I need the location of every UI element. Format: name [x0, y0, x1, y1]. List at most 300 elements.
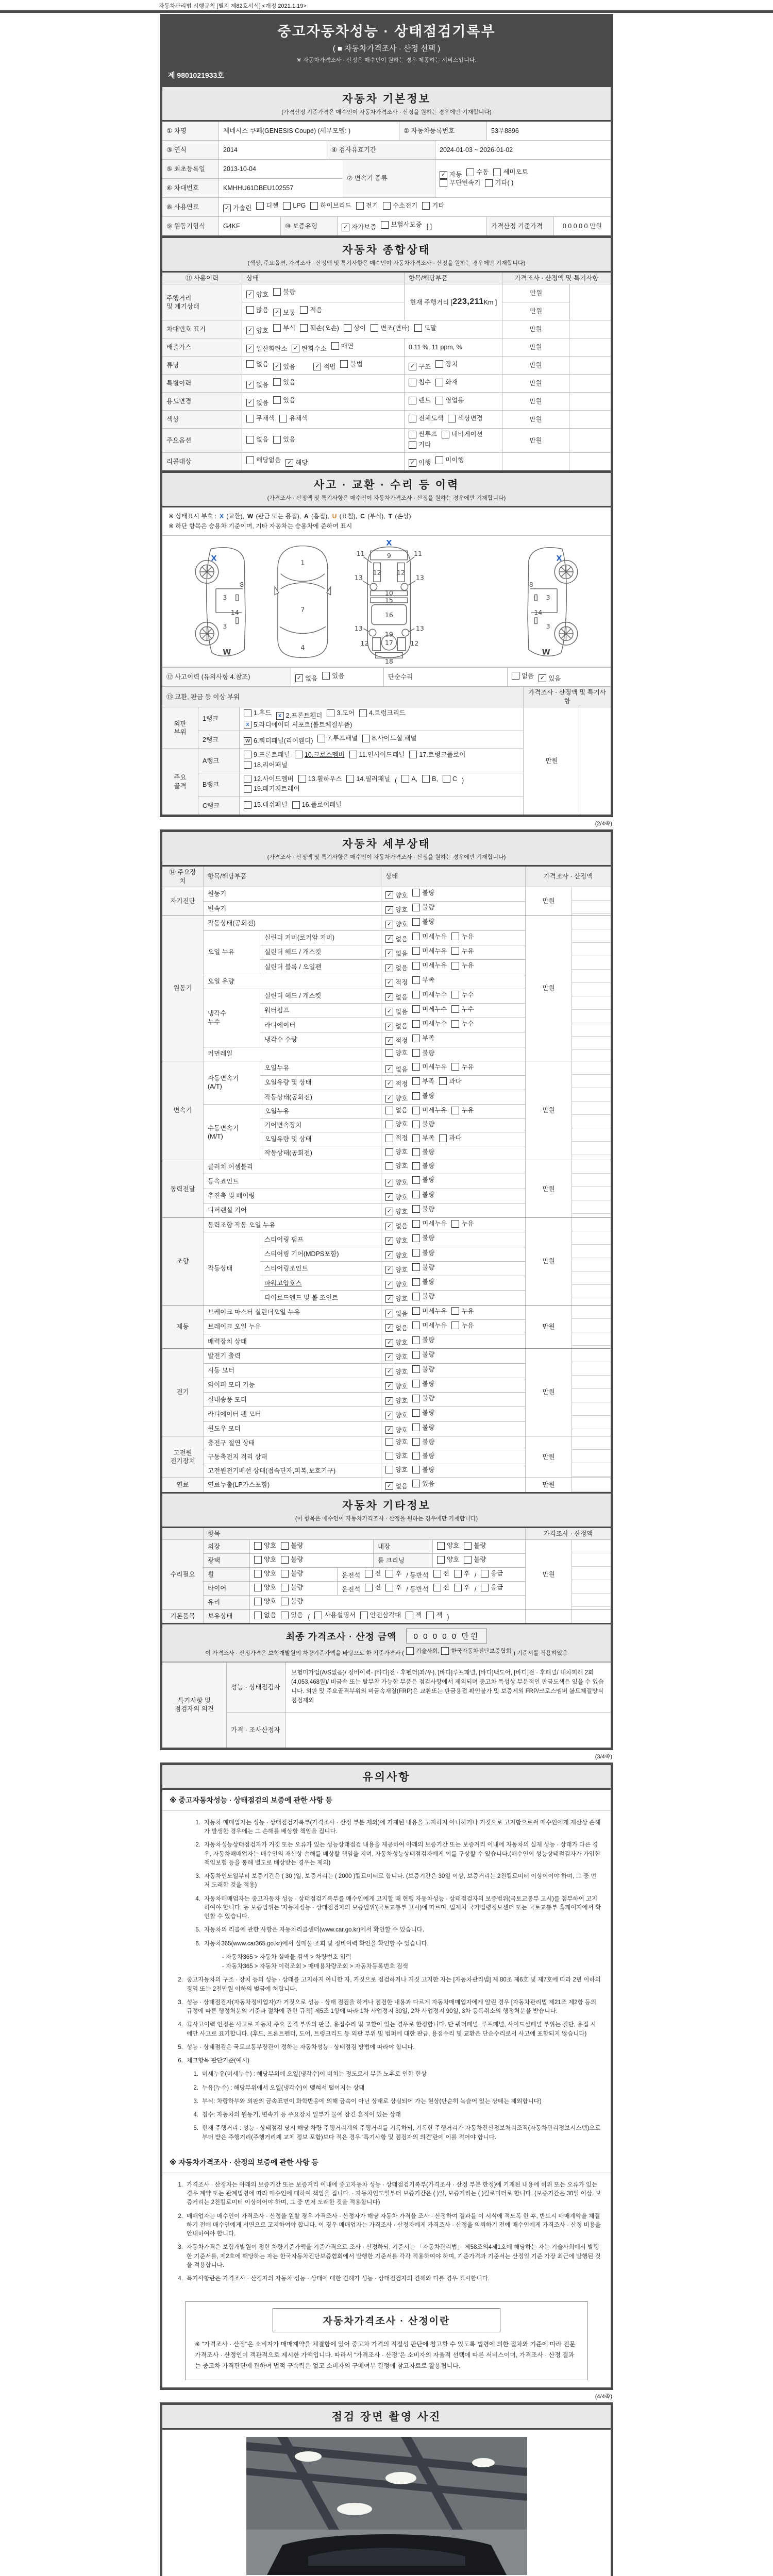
checkbox[interactable] [385, 1049, 393, 1057]
checkbox-label: 없음 [256, 360, 269, 368]
checkbox[interactable] [422, 202, 430, 210]
checkbox[interactable] [385, 1584, 393, 1591]
checkbox[interactable] [300, 306, 308, 314]
checkbox[interactable] [433, 1584, 441, 1591]
checkbox[interactable] [422, 775, 430, 783]
checkbox[interactable]: ✓ [385, 1179, 393, 1187]
checkbox[interactable] [359, 709, 367, 717]
checkbox[interactable] [412, 1162, 420, 1170]
cell [569, 375, 610, 392]
checkbox[interactable] [485, 179, 493, 187]
cell [405, 393, 502, 410]
checkbox[interactable] [254, 1584, 262, 1591]
options [385, 1278, 439, 1289]
option-text: / 동반석 [406, 1585, 429, 1593]
checkbox[interactable] [385, 1466, 393, 1473]
table-row [204, 1061, 525, 1105]
checkbox[interactable] [412, 1423, 420, 1431]
checkbox[interactable]: ✓ [385, 1193, 393, 1201]
checkbox[interactable] [281, 1598, 289, 1605]
checkbox[interactable]: x [244, 721, 251, 728]
checkbox[interactable] [300, 324, 308, 332]
checkbox[interactable]: ✓ [385, 1208, 393, 1215]
cell: 커먼레일 [204, 1047, 381, 1061]
checkbox[interactable] [412, 1107, 420, 1114]
checkbox[interactable] [412, 1005, 420, 1013]
notice-item-text: 중고자동차의 구조 · 장치 등의 성능 · 상태를 고지하지 아니한 자, 거짓으로 점검하거나 거짓 고지한 자는 [자동차관리법] 제 80조 제6호 및 제7호에 따라 2년 이하의 징역 또는 2천만원 이하의 벌금에 처합니다. [187, 1977, 601, 1992]
checkbox[interactable]: ✓ [385, 1080, 393, 1088]
checkbox[interactable]: ✓ [385, 1412, 393, 1419]
checkbox[interactable] [439, 1077, 447, 1085]
checkbox[interactable] [383, 202, 391, 210]
checkbox[interactable] [412, 933, 420, 940]
checkbox[interactable] [412, 1191, 420, 1198]
cell [381, 1189, 525, 1203]
checkbox[interactable] [385, 1107, 393, 1114]
checkbox[interactable]: ✓ [385, 964, 393, 972]
checkbox[interactable]: ✓ [385, 1310, 393, 1317]
option [412, 1162, 434, 1170]
checkbox[interactable]: ✓ [313, 363, 321, 370]
checkbox[interactable] [310, 202, 318, 210]
checkbox[interactable]: ✓ [385, 935, 393, 943]
checkbox[interactable]: ✓ [385, 1251, 393, 1259]
checkbox[interactable] [412, 1380, 420, 1387]
checkbox[interactable]: ✓ [385, 1008, 393, 1015]
notice-item [172, 2243, 601, 2270]
checkbox[interactable] [256, 202, 264, 210]
checkbox[interactable]: ✓ [342, 224, 349, 231]
checkbox[interactable] [451, 962, 459, 970]
checkbox[interactable] [360, 1612, 368, 1619]
checkbox[interactable] [437, 1542, 445, 1550]
checkbox-label: 불량 [422, 1438, 435, 1446]
checkbox[interactable]: ✓ [292, 345, 299, 352]
checkbox[interactable] [244, 785, 251, 793]
option [448, 414, 482, 422]
options [246, 378, 300, 389]
checkbox[interactable] [448, 415, 456, 422]
checkbox[interactable] [443, 775, 450, 783]
checkbox[interactable] [466, 168, 474, 176]
table-row [198, 773, 523, 798]
checkbox[interactable] [451, 1321, 459, 1329]
form-reference-note: 자동차관리법 시행규칙 [별지 제82호서식] <개정 2021.1.19> [159, 3, 307, 9]
section-overall-condition [160, 235, 613, 473]
checkbox[interactable] [244, 709, 251, 717]
checkbox[interactable]: ✓ [273, 309, 281, 316]
checkbox[interactable]: ✓ [385, 906, 393, 914]
checkbox[interactable] [273, 396, 281, 404]
checkbox[interactable] [273, 288, 281, 296]
cell [381, 1004, 525, 1018]
checkbox[interactable] [481, 1584, 489, 1591]
checkbox-label: 누수 [461, 991, 474, 998]
checkbox[interactable] [385, 1570, 393, 1578]
svg-text:11: 11 [356, 550, 365, 558]
checkbox[interactable] [331, 342, 339, 350]
checkbox[interactable] [409, 441, 416, 449]
checkbox[interactable] [412, 1234, 420, 1242]
checkbox[interactable] [385, 1148, 393, 1156]
checkbox[interactable] [246, 456, 254, 464]
checkbox[interactable]: ✓ [246, 399, 254, 406]
checkbox[interactable] [412, 1220, 420, 1228]
checkbox[interactable] [412, 1063, 420, 1071]
checkbox[interactable]: ✓ [409, 459, 416, 467]
option [281, 1541, 303, 1550]
checkbox[interactable] [385, 1452, 393, 1460]
checkbox[interactable] [254, 1556, 262, 1564]
options [385, 1321, 479, 1332]
option [412, 1020, 447, 1028]
checkbox[interactable] [244, 775, 251, 783]
checkbox[interactable]: ✓ [385, 921, 393, 928]
option [385, 1310, 408, 1318]
checkbox[interactable] [454, 1570, 462, 1578]
checkbox-label: 15.대쉬패널 [254, 801, 288, 809]
checkbox[interactable] [451, 1307, 459, 1315]
checkbox[interactable] [340, 360, 348, 368]
checkbox[interactable] [406, 1647, 414, 1655]
checkbox[interactable] [406, 1612, 413, 1619]
checkbox[interactable] [254, 1598, 262, 1605]
checkbox[interactable] [412, 1035, 420, 1042]
checkbox[interactable]: ✓ [385, 1037, 393, 1045]
checkbox[interactable]: ✓ [385, 979, 393, 987]
checkbox[interactable] [442, 431, 449, 438]
checkbox[interactable]: ✓ [385, 1237, 393, 1245]
checkbox[interactable] [451, 991, 459, 998]
cell: 배출가스 [162, 338, 242, 356]
checkbox[interactable] [451, 1005, 459, 1013]
option [365, 1569, 381, 1578]
cell [240, 797, 523, 815]
checkbox[interactable] [281, 1542, 289, 1550]
checkbox[interactable] [412, 1365, 420, 1373]
option [412, 918, 434, 926]
checkbox[interactable] [412, 1321, 420, 1329]
checkbox[interactable] [385, 1162, 393, 1170]
checkbox[interactable] [464, 1542, 472, 1550]
checkbox[interactable] [412, 947, 420, 955]
option [385, 1411, 408, 1419]
checkbox[interactable] [412, 1307, 420, 1315]
option [246, 345, 287, 353]
checkbox[interactable]: ✓ [385, 1397, 393, 1405]
checkbox[interactable] [441, 1647, 449, 1655]
checkbox[interactable] [435, 379, 443, 386]
cell: 오일유량 및 상태 [260, 1132, 381, 1146]
checkbox[interactable]: ✓ [385, 1426, 393, 1434]
checkbox-label: 양호 [264, 1556, 277, 1564]
option [362, 734, 416, 742]
checkbox[interactable] [254, 1612, 262, 1619]
checkbox[interactable] [464, 1556, 472, 1564]
option [451, 1106, 474, 1114]
notice-list-a [189, 1819, 601, 1972]
notice-item-text: 매매업자는 매수인이 가격조사 · 산정을 원할 경우 가격조사 · 산정자가 해당 자동차 가격을 조사 · 산정하여 결과를 이 서식에 적도록 한 후, 반드시 매매계약을 체결하기 전에 매수인에게 서면으로 고지하여야 합니다. 이 경우 매매업자는 가격조사 · 산정자에게 가격조사 · 산정을 의뢰하기 전에 매수인에게 가격조사 · 산정 비용을 안내하여야 합니다. [187, 2213, 601, 2237]
option [244, 785, 300, 793]
checkbox[interactable] [412, 1438, 420, 1446]
checkbox[interactable] [273, 324, 281, 332]
checkbox[interactable] [317, 735, 325, 742]
checkbox[interactable] [254, 1570, 262, 1578]
notice-item [172, 2043, 601, 2052]
checkbox[interactable] [365, 1570, 373, 1578]
checkbox[interactable] [454, 1584, 462, 1591]
checkbox[interactable] [451, 1020, 459, 1028]
car-diagram-svg [167, 539, 606, 664]
checkbox[interactable] [451, 1063, 459, 1071]
checkbox[interactable]: ✓ [385, 1324, 393, 1332]
checkbox[interactable] [295, 751, 303, 758]
cell: 가격산정 기준가격 [487, 217, 554, 235]
options [385, 1205, 439, 1216]
checkbox[interactable] [412, 1480, 420, 1487]
checkbox[interactable]: ✓ [385, 1482, 393, 1490]
table-row [162, 916, 611, 1061]
option-text: ( [395, 777, 397, 785]
checkbox[interactable] [412, 1395, 420, 1402]
checkbox[interactable] [412, 1205, 420, 1213]
checkbox[interactable] [451, 933, 459, 940]
checkbox[interactable] [292, 801, 300, 809]
option [451, 1020, 474, 1028]
checkbox[interactable] [412, 1293, 420, 1300]
cell [250, 1596, 525, 1609]
cell: 만원 [526, 1540, 572, 1609]
checkbox[interactable] [435, 456, 443, 464]
notice-item-text: 자동차의 리콜에 관한 사항은 자동차리콜센터(www.car.go.kr)에서 확인할 수 있습니다. [204, 1927, 424, 1934]
options [385, 976, 439, 987]
checkbox[interactable] [435, 360, 443, 368]
checkbox[interactable] [281, 1556, 289, 1564]
checkbox[interactable]: ✓ [409, 363, 416, 370]
checkbox[interactable] [283, 202, 291, 210]
checkbox[interactable] [426, 1612, 434, 1619]
option [359, 709, 406, 717]
checkbox[interactable] [314, 1612, 322, 1619]
cell [250, 1540, 374, 1553]
notice-item-number: 1. [193, 2071, 198, 2078]
checkbox-label: 양호 [395, 1368, 408, 1376]
checkbox[interactable] [412, 1336, 420, 1344]
checkbox-label: 전 [443, 1584, 449, 1591]
checkbox[interactable] [385, 1134, 393, 1142]
checkbox[interactable]: ✓ [385, 1339, 393, 1347]
checkbox[interactable] [412, 1409, 420, 1417]
cell: 냉각수 누수 [204, 989, 260, 1047]
checkbox[interactable] [409, 415, 416, 422]
price-rows [502, 284, 570, 320]
option [385, 1324, 408, 1332]
subgroup-rows [260, 989, 525, 1047]
checkbox[interactable] [349, 751, 357, 758]
page-marker: (4/4쪽) [595, 2394, 612, 2400]
table-row [162, 320, 611, 338]
checkbox[interactable] [401, 775, 409, 783]
checkbox[interactable] [409, 397, 416, 404]
checkbox[interactable] [412, 1092, 420, 1100]
checkbox[interactable] [346, 775, 354, 783]
checkbox[interactable]: ✓ [385, 1368, 393, 1376]
checkbox[interactable] [412, 1077, 420, 1085]
checkbox[interactable] [481, 1570, 489, 1578]
checkbox[interactable]: ✓ [246, 327, 254, 334]
checkbox[interactable] [435, 397, 443, 404]
cell: 변속기 [204, 902, 381, 916]
checkbox[interactable] [385, 1438, 393, 1446]
checkbox[interactable] [344, 324, 351, 332]
checkbox[interactable]: ✓ [385, 1281, 393, 1289]
checkbox[interactable]: ✓ [539, 674, 546, 682]
cell: 외장 [204, 1540, 250, 1553]
option [385, 1338, 408, 1347]
checkbox-label: 불량 [474, 1542, 486, 1550]
svg-text:8: 8 [529, 581, 533, 589]
checkbox[interactable]: ✓ [385, 1266, 393, 1274]
checkbox[interactable] [412, 1263, 420, 1271]
legend-mark: U [332, 513, 337, 520]
checkbox[interactable] [439, 1134, 447, 1142]
checkbox[interactable] [327, 709, 334, 717]
checkbox-label: 18.리어패널 [254, 761, 288, 769]
checkbox[interactable] [273, 436, 281, 444]
checkbox[interactable] [412, 1351, 420, 1359]
checkbox[interactable] [451, 1220, 459, 1228]
checkbox[interactable] [244, 761, 251, 769]
checkbox[interactable] [451, 947, 459, 955]
checkbox[interactable]: ✓ [273, 363, 281, 370]
checkbox[interactable]: ✓ [385, 1065, 393, 1073]
checkbox[interactable] [281, 1612, 289, 1619]
cell [242, 357, 405, 374]
checkbox[interactable] [412, 1148, 420, 1156]
checkbox[interactable] [279, 415, 287, 422]
checkbox[interactable] [412, 1278, 420, 1286]
checkbox[interactable] [254, 1542, 262, 1550]
checkbox[interactable] [440, 179, 447, 187]
checkbox[interactable] [246, 306, 254, 314]
checkbox[interactable] [298, 775, 306, 783]
document-column [160, 14, 613, 2576]
checkbox[interactable]: ✓ [385, 950, 393, 957]
cell [381, 1378, 525, 1392]
checkbox[interactable] [385, 1121, 393, 1128]
checkbox[interactable] [281, 1584, 289, 1591]
checkbox[interactable] [322, 672, 330, 680]
checkbox[interactable] [244, 801, 251, 809]
svg-text:3: 3 [546, 622, 550, 631]
checkbox[interactable]: ✓ [440, 171, 447, 179]
checkbox[interactable] [412, 1452, 420, 1460]
checkbox[interactable] [412, 1049, 420, 1057]
checkbox[interactable]: ✓ [385, 891, 393, 899]
cell [250, 1609, 526, 1623]
checkbox[interactable] [412, 1249, 420, 1257]
price-appraisal-definition-box [185, 2301, 588, 2380]
checkbox-label: 없음 [395, 1023, 408, 1030]
checkbox[interactable] [414, 324, 422, 332]
checkbox[interactable]: ✓ [385, 993, 393, 1001]
checkbox[interactable]: ✓ [385, 1353, 393, 1361]
cell: 고전원전기배선 상태(접속단자,피복,보호기구) [204, 1464, 381, 1478]
checkbox[interactable] [437, 1556, 445, 1564]
checkbox[interactable] [412, 889, 420, 896]
checkbox[interactable]: ✓ [385, 1023, 393, 1030]
checkbox[interactable] [246, 360, 254, 368]
option [412, 1049, 434, 1057]
checkbox[interactable] [381, 221, 389, 229]
checkbox[interactable] [412, 904, 420, 911]
checkbox[interactable] [412, 1121, 420, 1128]
checkbox[interactable] [409, 751, 417, 758]
checkbox-label: 미세누유 [422, 1307, 447, 1315]
checkbox[interactable] [412, 1020, 420, 1028]
checkbox[interactable] [409, 379, 416, 386]
checkbox[interactable]: w [244, 737, 251, 745]
checkbox[interactable]: ✓ [246, 381, 254, 388]
checkbox[interactable] [433, 1570, 441, 1578]
checkbox[interactable]: ✓ [285, 459, 293, 467]
checkbox[interactable]: ✓ [246, 291, 254, 298]
notice-item-number: 3. [178, 2244, 183, 2251]
checkbox[interactable]: x [276, 712, 284, 720]
checkbox[interactable]: ✓ [385, 1382, 393, 1390]
checkbox[interactable] [412, 962, 420, 970]
checkbox[interactable]: ✓ [385, 1295, 393, 1303]
table-row [204, 1422, 525, 1436]
checkbox[interactable] [412, 1466, 420, 1473]
checkbox[interactable] [371, 324, 378, 332]
checkbox[interactable] [451, 1107, 459, 1114]
checkbox[interactable] [246, 436, 254, 444]
checkbox[interactable]: ✓ [385, 1223, 393, 1230]
option [385, 1049, 408, 1057]
checkbox[interactable] [362, 735, 370, 742]
cell [240, 731, 523, 749]
cell: 2014 [219, 141, 327, 159]
option [426, 1611, 442, 1619]
option [412, 1438, 434, 1446]
checkbox-label: 10.크로스멤버 [304, 751, 345, 758]
checkbox[interactable] [273, 378, 281, 386]
table-row [162, 273, 611, 284]
checkbox[interactable] [356, 202, 364, 210]
checkbox[interactable] [409, 431, 416, 438]
checkbox-label: 누유 [461, 1107, 474, 1114]
legend-text: (요철), [338, 513, 358, 520]
overall-condition-table [162, 273, 611, 470]
checkbox[interactable] [412, 1176, 420, 1184]
checkbox[interactable] [244, 751, 251, 758]
checkbox[interactable]: ✓ [223, 205, 231, 212]
checkbox[interactable] [512, 672, 519, 680]
checkbox[interactable]: ✓ [295, 674, 303, 682]
checkbox[interactable] [412, 976, 420, 984]
checkbox[interactable]: ✓ [385, 1095, 393, 1103]
checkbox[interactable] [246, 415, 254, 422]
checkbox[interactable] [493, 168, 501, 176]
checkbox[interactable] [281, 1570, 289, 1578]
checkbox[interactable] [412, 1134, 420, 1142]
checkbox-label: 없음 [305, 674, 318, 682]
checkbox[interactable] [412, 918, 420, 926]
checkbox[interactable]: ✓ [246, 345, 254, 352]
checkbox[interactable] [365, 1584, 373, 1591]
checkbox[interactable] [412, 991, 420, 998]
